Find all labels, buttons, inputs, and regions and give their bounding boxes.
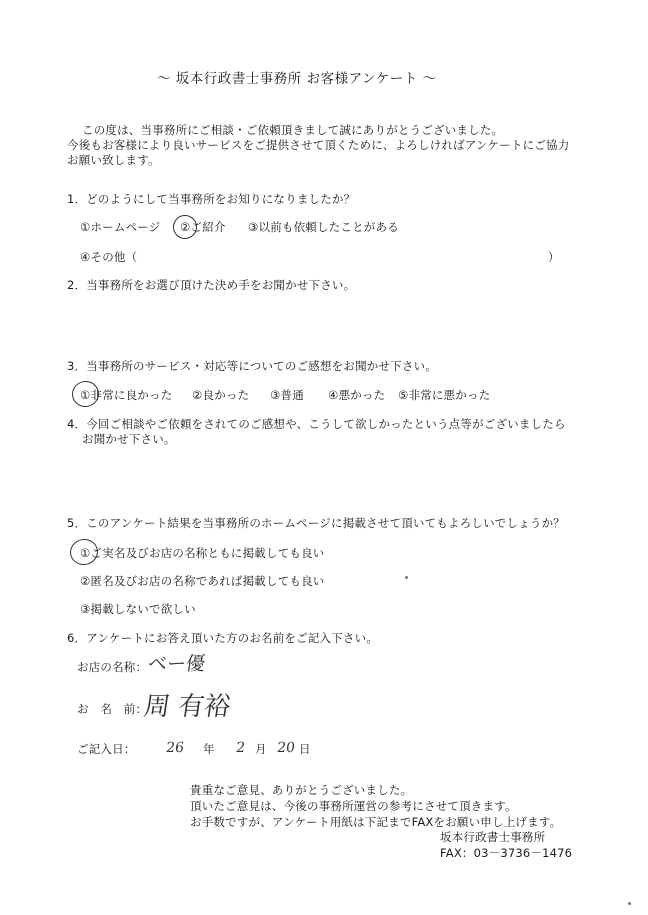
scan-speck <box>628 902 631 905</box>
question-6: 6．アンケートにお答え頂いた方のお名前をご記入下さい。 <box>67 631 379 645</box>
office-name: 坂本行政書士事務所 <box>440 830 546 844</box>
entry-date-month-unit: 月 <box>255 742 267 756</box>
q3-selection-circle <box>70 379 101 409</box>
q1-option-1: ①ホームページ <box>80 220 161 234</box>
question-4-line-2: お聞かせ下さい。 <box>82 432 176 446</box>
q1-selection-circle <box>171 213 199 241</box>
intro-line-1: この度は、当事務所にご相談・ご依頼頂きまして誠にありがとうございました。 <box>82 123 504 137</box>
q5-option-1: ①ご実名及びお店の名称ともに掲載しても良い <box>80 546 325 560</box>
q3-option-1: ①非常に良かった <box>80 388 173 402</box>
q3-option-5: ⑤非常に悪かった <box>398 388 491 402</box>
q5-option-3: ③掲載しないで欲しい <box>80 602 196 616</box>
customer-name-label: お 名 前： <box>77 702 148 716</box>
intro-line-2: 今後もお客様により良いサービスをご提供させて頂くために、よろしければアンケートにご協力 <box>67 138 570 152</box>
entry-date-month: 2 <box>234 740 247 756</box>
q3-option-4: ④悪かった <box>328 388 386 402</box>
question-5: 5．このアンケート結果を当事務所のホームページに掲載させて頂いてもよろしいでしょうか？ <box>67 516 565 530</box>
office-fax: FAX：03－3736－1476 <box>440 846 573 860</box>
q5-selection-circle <box>68 537 100 567</box>
q1-option-other-close: ） <box>548 250 560 264</box>
question-2: 2．当事務所をお選び頂けた決め手をお聞かせ下さい。 <box>67 278 356 292</box>
question-3: 3．当事務所のサービス・対応等についてのご感想をお聞かせ下さい。 <box>67 359 437 373</box>
closing-line-2: 頂いたご意見は、今後の事務所運営の参考にさせて頂きます。 <box>190 799 517 813</box>
question-4-line-1: 4．今回ご相談やご依頼をされてのご感想や、こうして欲しかったという点等がございましたら <box>67 417 566 431</box>
intro-line-3: お願い致します。 <box>67 153 160 167</box>
q1-option-3: ③以前も依頼したことがある <box>248 220 399 234</box>
q1-option-2: ②ご紹介 <box>180 220 226 234</box>
q3-option-3: ③普通 <box>270 388 304 402</box>
closing-line-3: お手数ですが、アンケート用紙は下記までFAXをお願い申し上げます。 <box>190 815 562 829</box>
customer-name-handwritten: 周 有裕 <box>141 692 233 722</box>
entry-date-year: 26 <box>164 740 185 756</box>
q3-option-2: ②良かった <box>192 388 250 402</box>
question-1: 1．どのようにして当事務所をお知りになりましたか？ <box>67 192 356 206</box>
page-title: ～ 坂本行政書士事務所 お客様アンケート ～ <box>157 71 437 87</box>
shop-name-label: お店の名称： <box>77 660 148 674</box>
entry-date-label: ご記入日： <box>77 742 136 756</box>
closing-line-1: 貴重なご意見、ありがとうございました。 <box>190 783 413 797</box>
shop-name-handwritten: ベー優 <box>146 653 207 675</box>
scan-speck <box>405 576 408 579</box>
entry-date-year-unit: 年 <box>203 742 215 756</box>
entry-date-day-unit: 日 <box>299 742 311 756</box>
entry-date-day: 20 <box>275 740 296 756</box>
q1-option-other: ④その他（ <box>80 250 138 264</box>
q5-option-2: ②匿名及びお店の名称であれば掲載しても良い <box>80 574 325 588</box>
